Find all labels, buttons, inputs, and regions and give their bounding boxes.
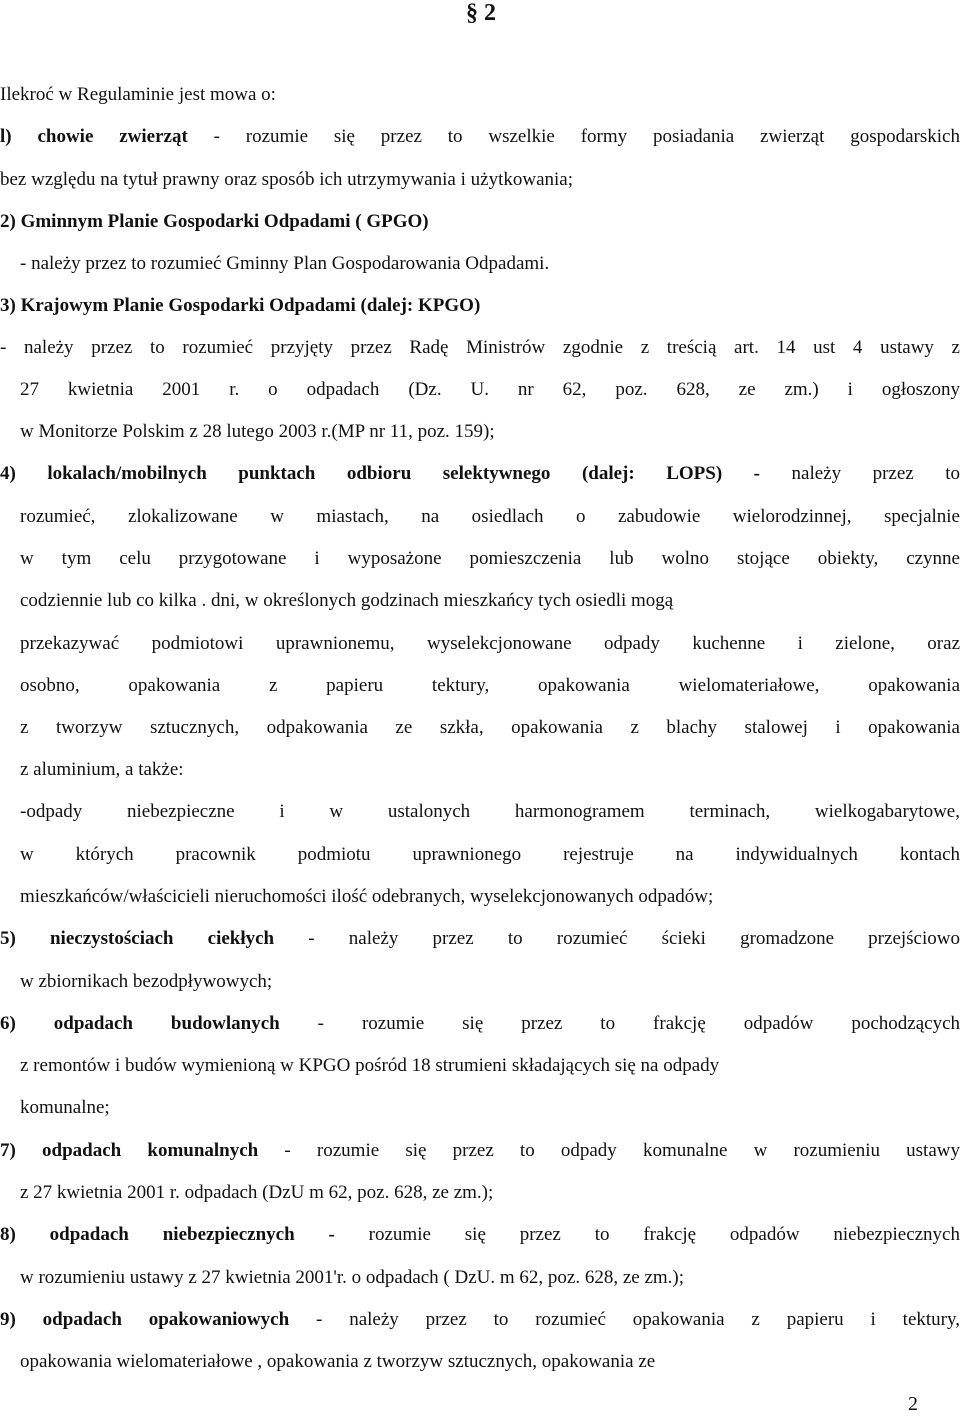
page-number: 2 bbox=[908, 1393, 918, 1415]
item-4-line-2: rozumieć, zlokalizowane w miastach, na osiedlach o zabudowie wielorodzinnej, specjalnie bbox=[20, 506, 960, 527]
section-mark: § 2 bbox=[466, 0, 496, 26]
intro-line: Ilekroć w Regulaminie jest mowa o: bbox=[0, 84, 276, 105]
item-3-line-1: - należy przez to rozumieć przyjęty przez Radę Ministrów zgodnie z treścią art. 14 ust 4 ustawy z bbox=[0, 337, 960, 358]
item-7-line-2: z 27 kwietnia 2001 r. odpadach (DzU m 62, poz. 628, ze zm.); bbox=[20, 1182, 494, 1203]
item-9-term: 9) odpadach opakowaniowych bbox=[0, 1309, 290, 1330]
item-7-term: 7) odpadach komunalnych bbox=[0, 1140, 259, 1161]
item-3-line-2: 27 kwietnia 2001 r. o odpadach (Dz. U. nr 62, poz. 628, ze zm.) i ogłoszony bbox=[20, 379, 960, 400]
item-6-line-2: z remontów i budów wymienioną w KPGO pośród 18 strumieni składających się na odpady bbox=[20, 1055, 720, 1076]
item-1-line-2: bez względu na tytuł prawny oraz sposób ich utrzymywania i użytkowania; bbox=[0, 169, 573, 190]
item-2-line-1: - należy przez to rozumieć Gminny Plan Gospodarowania Odpadami. bbox=[20, 253, 550, 274]
item-4-line-9: -odpady niebezpieczne i w ustalonych harmonogramem terminach, wielkogabarytowe, bbox=[20, 801, 960, 822]
item-5-term: 5) nieczystościach ciekłych bbox=[0, 928, 275, 949]
item-4-line-8: z aluminium, a także: bbox=[20, 759, 184, 780]
item-4-line-4: codziennie lub co kilka . dni, w określonych godzinach mieszkańcy tych osiedli mogą bbox=[20, 590, 674, 611]
item-1-definition-start: - rozumie się przez to wszelkie formy posiadania zwierząt gospodarskich bbox=[187, 126, 960, 147]
item-4-line-11: mieszkańców/właścicieli nieruchomości ilość odebranych, wyselekcjonowanych odpadów; bbox=[20, 886, 714, 907]
item-6-definition-start: - rozumie się przez to frakcję odpadów pochodzących bbox=[279, 1013, 960, 1034]
item-4-line-5: przekazywać podmiotowi uprawnionemu, wyselekcjonowane odpady kuchenne i zielone, oraz bbox=[20, 633, 960, 654]
item-9-definition-start: - należy przez to rozumieć opakowania z papieru i tektury, bbox=[289, 1309, 960, 1330]
item-6-line-3: komunalne; bbox=[20, 1097, 110, 1118]
item-5-line-1 bbox=[0, 926, 960, 952]
item-5-line-2: w zbiornikach bezodpływowych; bbox=[20, 971, 273, 992]
item-4-term: 4) lokalach/mobilnych punktach odbioru selektywnego (dalej: LOPS) - bbox=[0, 463, 760, 484]
item-4-line-7: z tworzyw sztucznych, odpakowania ze szkła, opakowania z blachy stalowej i opakowania bbox=[20, 717, 960, 738]
item-8-term: 8) odpadach niebezpiecznych - bbox=[0, 1224, 335, 1245]
item-3-line-3: w Monitorze Polskim z 28 lutego 2003 r.(MP nr 11, poz. 159); bbox=[20, 421, 495, 442]
item-8-definition-start: rozumie się przez to frakcję odpadów niebezpiecznych bbox=[334, 1224, 960, 1245]
item-9-line-1 bbox=[0, 1307, 960, 1333]
item-9-line-2: opakowania wielomateriałowe , opakowania z tworzyw sztucznych, opakowania ze bbox=[20, 1351, 656, 1372]
item-7-line-1 bbox=[0, 1138, 960, 1164]
item-4-line-10: w których pracownik podmiotu uprawnionego rejestruje na indywidualnych kontach bbox=[20, 844, 960, 865]
item-2-term: 2) Gminnym Planie Gospodarki Odpadami ( GPGO) bbox=[0, 211, 429, 232]
item-4-line-1 bbox=[0, 461, 960, 487]
item-7-definition-start: - rozumie się przez to odpady komunalne w rozumieniu ustawy bbox=[258, 1140, 960, 1161]
item-6-line-1 bbox=[0, 1011, 960, 1037]
item-4-line-3: w tym celu przygotowane i wyposażone pomieszczenia lub wolno stojące obiekty, czynne bbox=[20, 548, 960, 569]
item-1-term: l) chowie zwierząt bbox=[0, 126, 188, 147]
item-3-term: 3) Krajowym Planie Gospodarki Odpadami (dalej: KPGO) bbox=[0, 295, 481, 316]
item-8-line-1 bbox=[0, 1222, 960, 1248]
item-6-term: 6) odpadach budowlanych bbox=[0, 1013, 280, 1034]
item-5-definition-start: - należy przez to rozumieć ścieki gromadzone przejściowo bbox=[274, 928, 960, 949]
item-1-line-1 bbox=[0, 124, 960, 150]
item-4-definition-start: należy przez to bbox=[760, 463, 960, 484]
item-4-line-6: osobno, opakowania z papieru tektury, opakowania wielomateriałowe, opakowania bbox=[20, 675, 960, 696]
item-8-line-2: w rozumieniu ustawy z 27 kwietnia 2001'r. o odpadach ( DzU. m 62, poz. 628, ze zm.); bbox=[20, 1267, 685, 1288]
